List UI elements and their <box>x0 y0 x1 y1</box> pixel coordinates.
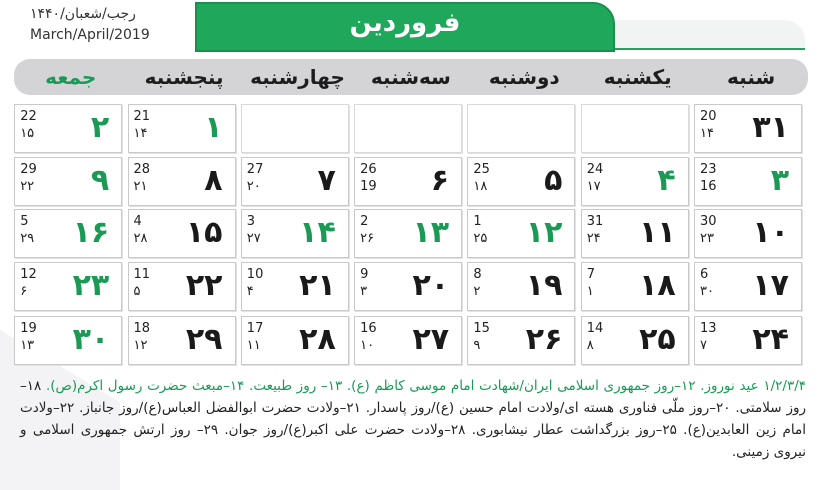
gregorian-day: 20 <box>700 109 717 124</box>
day-cell <box>354 209 462 258</box>
gregorian-day: 5 <box>20 214 29 229</box>
day-cell <box>354 316 462 365</box>
day-cell <box>128 209 236 258</box>
hijri-day: ۱۵ <box>20 126 35 141</box>
day-cell <box>467 209 575 258</box>
gregorian-day: 29 <box>20 162 37 177</box>
shamsi-day: ۲۳ <box>72 268 110 303</box>
day-cell <box>581 316 689 365</box>
hijri-day: ۱۰ <box>360 338 375 353</box>
weekday-bar <box>14 59 808 95</box>
hijri-day: ۶ <box>20 284 28 299</box>
day-cell <box>467 316 575 365</box>
day-cell <box>128 104 236 153</box>
gregorian-day: 14 <box>586 321 604 336</box>
gregorian-day: 7 <box>586 267 595 282</box>
hijri-day: 19 <box>360 179 377 194</box>
day-cell <box>694 262 802 311</box>
shamsi-day: ۲۷ <box>412 322 450 357</box>
hijri-day: ۱ <box>586 284 594 299</box>
day-cell <box>241 262 349 311</box>
gregorian-day: 15 <box>473 321 490 336</box>
shamsi-day: ۱۱ <box>639 215 676 250</box>
shamsi-day: ۶ <box>430 163 450 198</box>
hijri-day: ۳۰ <box>700 284 714 299</box>
day-cell <box>241 316 349 365</box>
gregorian-day: 4 <box>133 214 142 229</box>
shamsi-day: ۳۰ <box>72 322 110 357</box>
shamsi-day: ۲۱ <box>299 268 336 303</box>
day-cell <box>694 209 802 258</box>
hijri-day: ۲۴ <box>586 231 601 246</box>
shamsi-day: ۱۷ <box>752 268 789 303</box>
gregorian-day: 18 <box>133 321 151 336</box>
gregorian-day: 16 <box>360 321 377 336</box>
event-notes: ۱۸–روز سلامتی. ۲۰–روز ملّی فناوری هسته ای/ولادت امام حسین (ع)/روز پاسدار. ۲۱–ولادت حضرت ابوالفضل العباس(ع)/روز جانباز. ۲۲–ولادت امام زین العابدین(ع). ۲۵–روز بزرگداشت عطار نیشابوری. ۲۸–ولادت حضرت علی اکبر(ع)/روز جوان. ۲۹– روز ارتش جمهوری اسلامی و نیروی زمینی. <box>20 378 807 460</box>
hijri-day: ۲۰ <box>246 179 261 194</box>
hijri-day: ۵ <box>133 284 141 299</box>
day-cell <box>128 262 236 311</box>
shamsi-day: ۷ <box>317 163 336 198</box>
day-cell <box>14 262 122 311</box>
day-cell <box>581 157 689 206</box>
hijri-day: ۲۸ <box>133 231 148 246</box>
hijri-day: ۱۴ <box>700 126 714 141</box>
day-cell <box>581 262 689 311</box>
shamsi-day: ۲ <box>90 110 110 145</box>
day-cell <box>241 157 349 206</box>
gregorian-day: 23 <box>700 162 717 177</box>
shamsi-day: ۹ <box>90 163 110 198</box>
empty-cell <box>467 104 575 153</box>
gregorian-day: 31 <box>586 214 604 229</box>
hijri-day: ۱۷ <box>586 179 601 194</box>
weekday-6: جمعه <box>45 65 97 89</box>
gregorian-months: March/April/2019 <box>30 27 150 43</box>
hijri-day: ۱۳ <box>20 338 35 353</box>
day-cell <box>241 209 349 258</box>
shamsi-day: ۲۹ <box>185 322 223 357</box>
header-tab-extension <box>610 20 805 50</box>
weekday-3: سه‌شنبه <box>370 65 451 89</box>
month-title: فروردین <box>349 8 461 38</box>
day-cell <box>467 157 575 206</box>
hijri-day: ۴ <box>246 284 254 299</box>
gregorian-day: 30 <box>700 214 717 229</box>
day-cell <box>694 157 802 206</box>
hijri-months: رجب/شعبان/۱۴۴۰ <box>30 6 136 22</box>
gregorian-day: 2 <box>360 214 369 229</box>
hijri-day: ۲۲ <box>20 179 35 194</box>
day-cell <box>467 262 575 311</box>
gregorian-day: 28 <box>133 162 151 177</box>
gregorian-day: 10 <box>246 267 264 282</box>
shamsi-day: ۱۴ <box>299 215 336 250</box>
hijri-day: ۱۲ <box>133 338 148 353</box>
shamsi-day: ۱۰ <box>752 215 789 250</box>
gregorian-day: 8 <box>473 267 482 282</box>
hijri-day: ۲۹ <box>20 231 35 246</box>
holiday-notes: ۱/۲/۳/۴ عید نوروز. ۱۲–روز جمهوری اسلامی ایران/شهادت امام موسی کاظم (ع). ۱۳– روز طبیعت. ۱۴–مبعث حضرت رسول اکرم(ص). <box>45 378 807 394</box>
gregorian-day: 26 <box>360 162 377 177</box>
shamsi-day: ۲۲ <box>185 268 223 303</box>
gregorian-day: 22 <box>20 109 37 124</box>
shamsi-day: ۱۸ <box>639 268 676 303</box>
day-cell <box>14 104 122 153</box>
day-cell <box>14 157 122 206</box>
gregorian-day: 19 <box>20 321 37 336</box>
shamsi-day: ۸ <box>204 163 223 198</box>
shamsi-day: ۱۹ <box>525 268 563 303</box>
shamsi-day: ۱۶ <box>72 215 110 250</box>
gregorian-day: 25 <box>473 162 490 177</box>
day-cell <box>694 104 802 153</box>
hijri-day: ۱۱ <box>246 338 261 353</box>
shamsi-day: ۳ <box>770 163 789 198</box>
shamsi-day: ۲۵ <box>639 322 676 357</box>
day-cell <box>14 316 122 365</box>
gregorian-day: 27 <box>246 162 264 177</box>
shamsi-day: ۵ <box>544 163 563 198</box>
empty-cell <box>354 104 462 153</box>
day-cell <box>694 316 802 365</box>
weekday-2: دوشنبه <box>488 65 560 89</box>
gregorian-day: 17 <box>246 321 264 336</box>
weekday-5: پنجشنبه <box>144 65 224 89</box>
shamsi-day: ۴ <box>657 163 676 198</box>
empty-cell <box>241 104 349 153</box>
hijri-day: 16 <box>700 179 717 194</box>
gregorian-day: 11 <box>133 267 151 282</box>
gregorian-day: 13 <box>700 321 717 336</box>
day-cell <box>354 262 462 311</box>
shamsi-day: ۱۳ <box>412 215 450 250</box>
day-cell <box>128 157 236 206</box>
hijri-day: ۱۴ <box>133 126 148 141</box>
day-cell <box>581 209 689 258</box>
shamsi-day: ۲۸ <box>299 322 336 357</box>
day-cell <box>354 157 462 206</box>
gregorian-day: 3 <box>246 214 256 229</box>
hijri-day: ۲۱ <box>133 179 148 194</box>
hijri-day: ۹ <box>473 338 481 353</box>
shamsi-day: ۱۵ <box>185 215 223 250</box>
gregorian-day: 6 <box>700 267 709 282</box>
weekday-1: یکشنبه <box>603 65 672 89</box>
gregorian-day: 1 <box>473 214 482 229</box>
day-cell <box>128 316 236 365</box>
shamsi-day: ۱۲ <box>525 215 563 250</box>
empty-cell <box>581 104 689 153</box>
gregorian-day: 12 <box>20 267 37 282</box>
hijri-day: ۲۵ <box>473 231 488 246</box>
shamsi-day: ۱ <box>204 110 223 145</box>
hijri-day: ۲۶ <box>360 231 375 246</box>
hijri-day: ۲۷ <box>246 231 261 246</box>
gregorian-day: 9 <box>360 267 369 282</box>
weekday-0: شنبه <box>727 65 776 89</box>
shamsi-day: ۲۰ <box>412 268 450 303</box>
shamsi-day: ۲۶ <box>525 322 563 357</box>
weekday-4: چهارشنبه <box>250 65 345 89</box>
hijri-day: ۲۳ <box>700 231 714 246</box>
shamsi-day: ۲۴ <box>752 322 789 357</box>
shamsi-day: ۳۱ <box>752 110 789 145</box>
hijri-day: ۱۸ <box>473 179 488 194</box>
month-tab <box>195 2 615 52</box>
occasions-notes <box>20 375 806 463</box>
hijri-day: ۷ <box>700 338 707 353</box>
hijri-day: ۸ <box>586 338 594 353</box>
hijri-day: ۲ <box>473 284 481 299</box>
day-cell <box>14 209 122 258</box>
gregorian-day: 24 <box>586 162 604 177</box>
hijri-day: ۳ <box>360 284 368 299</box>
gregorian-day: 21 <box>133 109 151 124</box>
